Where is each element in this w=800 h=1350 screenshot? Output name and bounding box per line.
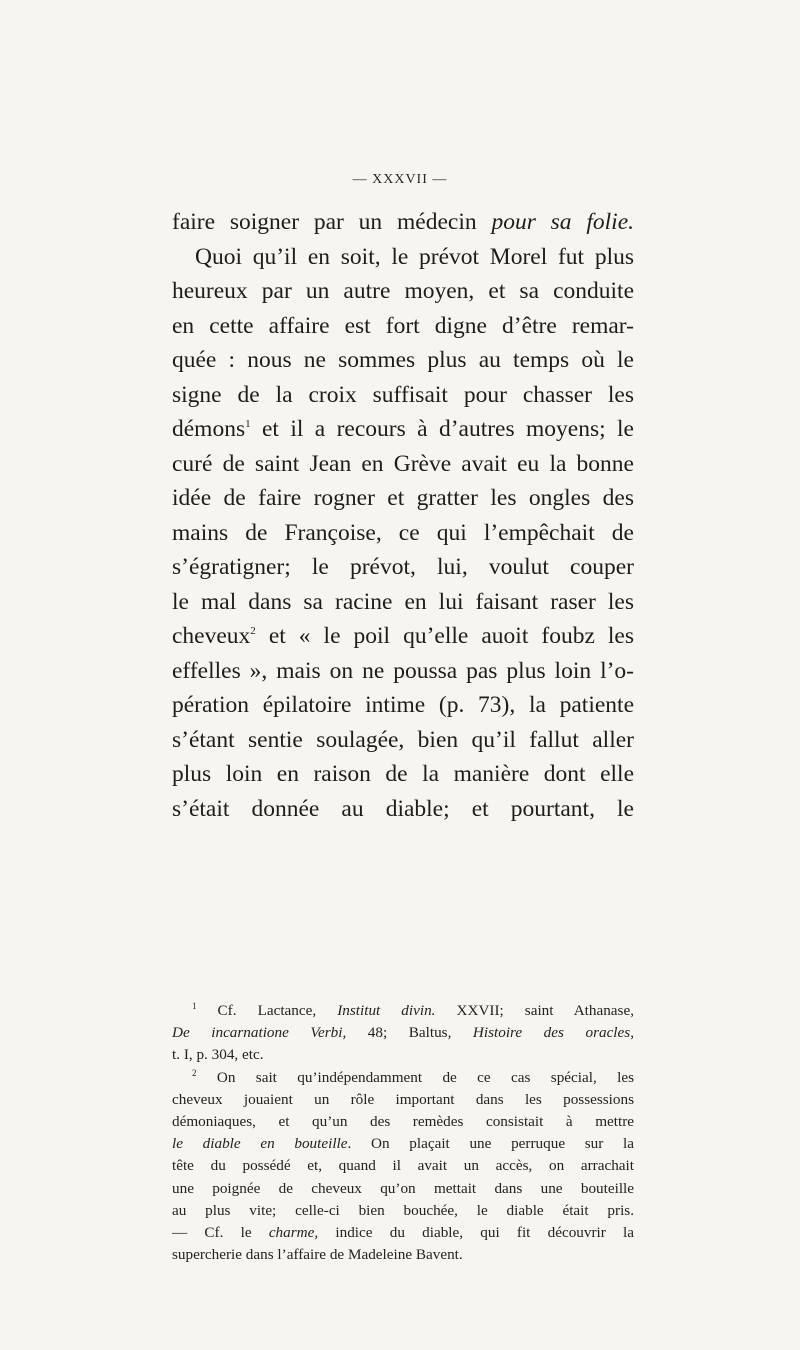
text-run: au plus vite; celle-ci bien bouchée, le diable était pris. bbox=[172, 1201, 634, 1219]
footnote-line bbox=[172, 1133, 634, 1155]
body-line bbox=[172, 688, 634, 723]
footnote-marker: 1 bbox=[192, 1000, 197, 1011]
footnote-line bbox=[172, 1200, 634, 1222]
body-line bbox=[172, 550, 634, 585]
text-run: Quoi qu’il en soit, le prévot Morel fut plus bbox=[195, 243, 634, 270]
text-run: démoniaques, et qu’un des remèdes consistait à mettre bbox=[172, 1113, 634, 1131]
text-run: Cf. Lactance, bbox=[196, 1002, 338, 1019]
text-run: idée de faire rogner et gratter les ongles des bbox=[172, 485, 634, 511]
text-run: cheveux jouaient un rôle important dans les possessions bbox=[172, 1090, 634, 1108]
footnote-line bbox=[172, 1178, 634, 1200]
body-line bbox=[172, 240, 634, 275]
text-run: . On plaçait une perruque sur la bbox=[347, 1135, 634, 1153]
text-run: t. I, p. 304, etc. bbox=[172, 1046, 264, 1064]
footnote-line bbox=[172, 1067, 634, 1089]
text-run: le mal dans sa racine en lui faisant raser les bbox=[172, 588, 634, 615]
text-run: démons bbox=[172, 416, 246, 442]
text-run: et « le poil qu’elle auoit foubz les bbox=[255, 623, 634, 649]
text-run: On sait qu’indépendamment de ce cas spécial, les bbox=[196, 1068, 634, 1086]
page-number-header: — XXXVII — bbox=[352, 172, 448, 187]
italic-text: De incarnatione Verbi bbox=[172, 1024, 343, 1042]
body-line bbox=[172, 516, 634, 551]
text-run: supercherie dans l’affaire de Madeleine Bavent. bbox=[172, 1246, 463, 1264]
italic-text: Histoire des oracles bbox=[472, 1024, 631, 1042]
text-run: , indice du diable, qui fit découvrir la bbox=[314, 1224, 634, 1242]
footnote-line bbox=[172, 1044, 634, 1066]
footnote-line bbox=[172, 1089, 634, 1111]
body-line bbox=[172, 343, 634, 378]
text-run: une poignée de cheveux qu’on mettait dans une bouteille bbox=[172, 1179, 634, 1197]
body-line bbox=[172, 585, 634, 620]
body-line bbox=[172, 309, 634, 344]
footnote-marker: 2 bbox=[192, 1067, 197, 1078]
text-run: et il a recours à d’autres moyens; le bbox=[250, 416, 634, 442]
text-run: pération épilatoire intime (p. 73), la patiente bbox=[172, 692, 634, 718]
body-line bbox=[172, 274, 634, 309]
footnote-line bbox=[172, 1222, 634, 1244]
text-run: — Cf. le bbox=[172, 1224, 269, 1242]
footnote-marker: 2 bbox=[250, 625, 256, 638]
text-run: curé de saint Jean en Grève avait eu la bonne bbox=[172, 450, 634, 477]
text-run: s’était donnée au diable; et pourtant, le bbox=[172, 795, 634, 822]
italic-text: pour sa folie. bbox=[491, 209, 635, 235]
body-line bbox=[172, 723, 634, 758]
text-run: tête du possédé et, quand il avait un accès, on arrachait bbox=[172, 1157, 634, 1175]
text-run: faire soigner par un médecin bbox=[172, 209, 492, 235]
main-text-block bbox=[172, 205, 634, 826]
body-line bbox=[172, 757, 634, 792]
footnotes-block bbox=[172, 1000, 634, 1266]
text-run: signe de la croix suffisait pour chasser les bbox=[172, 381, 634, 408]
body-line bbox=[172, 447, 634, 482]
text-run: s’égratigner; le prévot, lui, voulut couper bbox=[172, 554, 634, 580]
text-run: , 48; Baltus, bbox=[342, 1024, 473, 1042]
text-run: plus loin en raison de la manière dont elle bbox=[172, 761, 634, 787]
text-run: XXVII; saint Athanase, bbox=[435, 1002, 634, 1019]
footnote-line bbox=[172, 1022, 634, 1044]
body-line bbox=[172, 619, 634, 654]
footnote-line bbox=[172, 1244, 634, 1266]
body-line bbox=[172, 792, 634, 827]
text-run: en cette affaire est fort digne d’être remar- bbox=[172, 312, 634, 339]
body-line bbox=[172, 481, 634, 516]
text-run: cheveux bbox=[172, 623, 251, 649]
italic-text: charme bbox=[268, 1224, 315, 1242]
text-run: heureux par un autre moyen, et sa conduite bbox=[172, 278, 634, 304]
body-line bbox=[172, 654, 634, 689]
italic-text: Institut divin. bbox=[337, 1002, 436, 1019]
text-run: s’étant sentie soulagée, bien qu’il fallut aller bbox=[172, 726, 634, 753]
body-line bbox=[172, 205, 634, 240]
body-line bbox=[172, 412, 634, 447]
text-run: effelles », mais on ne poussa pas plus loin l’o- bbox=[172, 657, 634, 684]
footnote-marker: 1 bbox=[245, 418, 251, 431]
text-run: quée : nous ne sommes plus au temps où le bbox=[172, 347, 634, 373]
footnote-line bbox=[172, 1000, 634, 1022]
italic-text: le diable en bouteille bbox=[172, 1135, 348, 1153]
text-run: , bbox=[630, 1024, 634, 1042]
footnote-line bbox=[172, 1155, 634, 1177]
footnote-line bbox=[172, 1111, 634, 1133]
text-run: mains de Françoise, ce qui l’empêchait de bbox=[172, 519, 634, 546]
body-line bbox=[172, 378, 634, 413]
